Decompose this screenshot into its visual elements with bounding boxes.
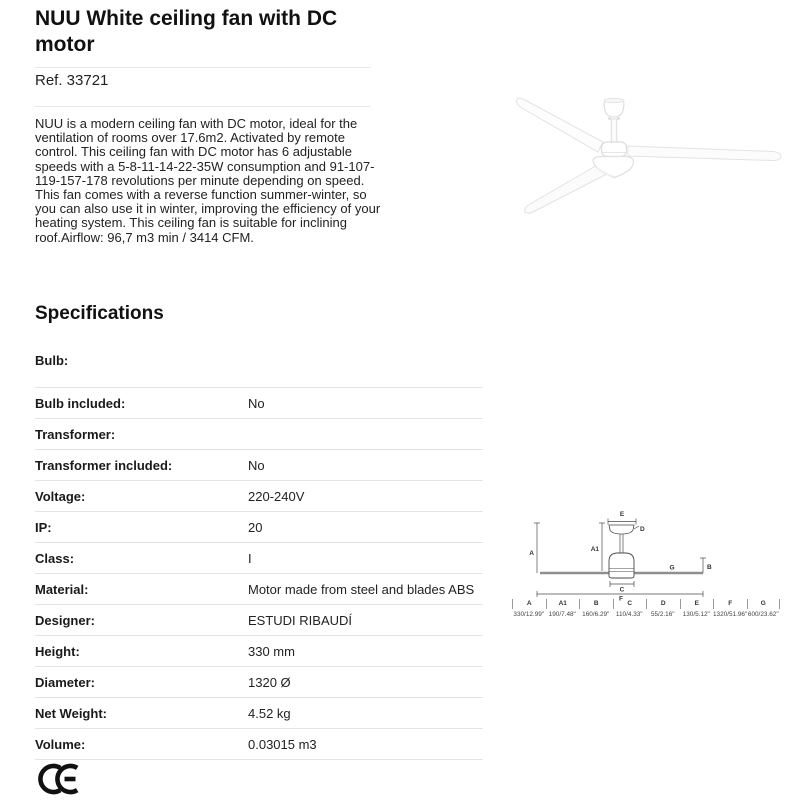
dimension-column [646, 599, 680, 618]
spec-label: Designer: [35, 613, 95, 628]
spec-value: 0.03015 m3 [248, 737, 317, 752]
specifications-heading: Specifications [35, 303, 164, 324]
spec-table-row [35, 667, 483, 698]
diagram-label-A1: A1 [590, 546, 599, 553]
spec-label: Bulb: [35, 353, 69, 368]
spec-value: No [248, 396, 265, 411]
page-title: NUU White ceiling fan with DC motor [35, 7, 338, 56]
spec-label: Net Weight: [35, 706, 107, 721]
dimension-key: G [747, 599, 781, 609]
dimension-value: 1320/51.96" [713, 611, 748, 618]
dimension-column [613, 599, 647, 618]
dimension-value: 600/23.62" [747, 611, 779, 618]
spec-table-row [35, 574, 483, 605]
spec-label: IP: [35, 520, 52, 535]
dimension-column [747, 599, 781, 618]
spec-table-row [35, 605, 483, 636]
spec-label: Voltage: [35, 489, 86, 504]
spec-table-row [35, 698, 483, 729]
product-photo-ceiling-fan [485, 78, 800, 258]
dimension-value: 330/12.99" [513, 611, 545, 618]
spec-value: 4.52 kg [248, 706, 291, 721]
spec-label: Diameter: [35, 675, 95, 690]
spec-value: 330 mm [248, 644, 295, 659]
spec-table-row [35, 512, 483, 543]
dimension-key: B [579, 599, 613, 609]
diagram-label-F: F [619, 595, 623, 601]
spec-value: Motor made from steel and blades ABS [248, 582, 475, 597]
diagram-label-C: C [619, 586, 625, 594]
spec-label: Bulb included: [35, 396, 126, 411]
product-reference: Ref. 33721 [35, 72, 109, 89]
divider [35, 106, 370, 107]
dimension-column [546, 599, 580, 618]
spec-label: Height: [35, 644, 80, 659]
dimension-table [512, 599, 780, 618]
diagram-label-D: D [640, 526, 645, 533]
spec-value: 1320 Ø [248, 675, 291, 690]
dimension-value: 190/7.48" [548, 611, 576, 618]
dimension-key: C [613, 599, 647, 609]
diagram-label-G: G [669, 564, 675, 572]
diagram-label-E: E [619, 511, 625, 518]
dimension-value: 110/4.33" [615, 611, 643, 618]
spec-value: ESTUDI RIBAUDÍ [248, 613, 353, 628]
dimension-diagram [510, 505, 800, 606]
spec-value: 20 [248, 520, 263, 535]
product-description: NUU is a modern ceiling fan with DC motor, ideal for the ventilation of rooms over 17.6m2. Activated by remote control. This ceiling fan with DC motor has 6 adjustable speeds with a 5-8-11-14-22-35W consumption and 91-107-119-157-178 revolutions per minute depending on speed. This fan comes with a reverse function summer-winter, so you can also use it in winter, improving the efficiency of your heating system. This ceiling fan is suitable for inclining roof.Airflow: 96,7 m3 min / 3414 CFM. [35, 116, 381, 245]
spec-label: Transformer: [35, 427, 116, 442]
dimension-key: F [713, 599, 747, 609]
spec-table-row [35, 344, 483, 388]
spec-label: Transformer included: [35, 458, 173, 473]
divider [35, 67, 370, 68]
spec-table-row [35, 543, 483, 574]
spec-value: I [248, 551, 252, 566]
spec-label: Material: [35, 582, 89, 597]
spec-table-row [35, 636, 483, 667]
dimension-value: 160/6.29" [582, 611, 610, 618]
dimension-key: A [512, 599, 546, 609]
spec-value: No [248, 458, 265, 473]
spec-label: Volume: [35, 737, 86, 752]
dimension-value: 130/5.12" [682, 611, 710, 618]
dimension-key: E [680, 599, 714, 609]
spec-table-row [35, 450, 483, 481]
diagram-label-B: B [707, 564, 712, 571]
ce-mark-icon [33, 762, 79, 801]
spec-table-row [35, 729, 483, 760]
spec-table-row [35, 419, 483, 450]
dimension-key: D [646, 599, 680, 609]
spec-value: 220-240V [248, 489, 305, 504]
dimension-column [680, 599, 714, 618]
diagram-label-A: A [529, 550, 534, 557]
spec-table [35, 344, 483, 760]
dimension-column [512, 599, 546, 618]
dimension-column [579, 599, 613, 618]
dimension-key: A1 [546, 599, 580, 609]
spec-table-row [35, 388, 483, 419]
spec-table-row [35, 481, 483, 512]
dimension-column [713, 599, 747, 618]
dimension-value: 55/2.16" [650, 611, 675, 618]
spec-label: Class: [35, 551, 75, 566]
